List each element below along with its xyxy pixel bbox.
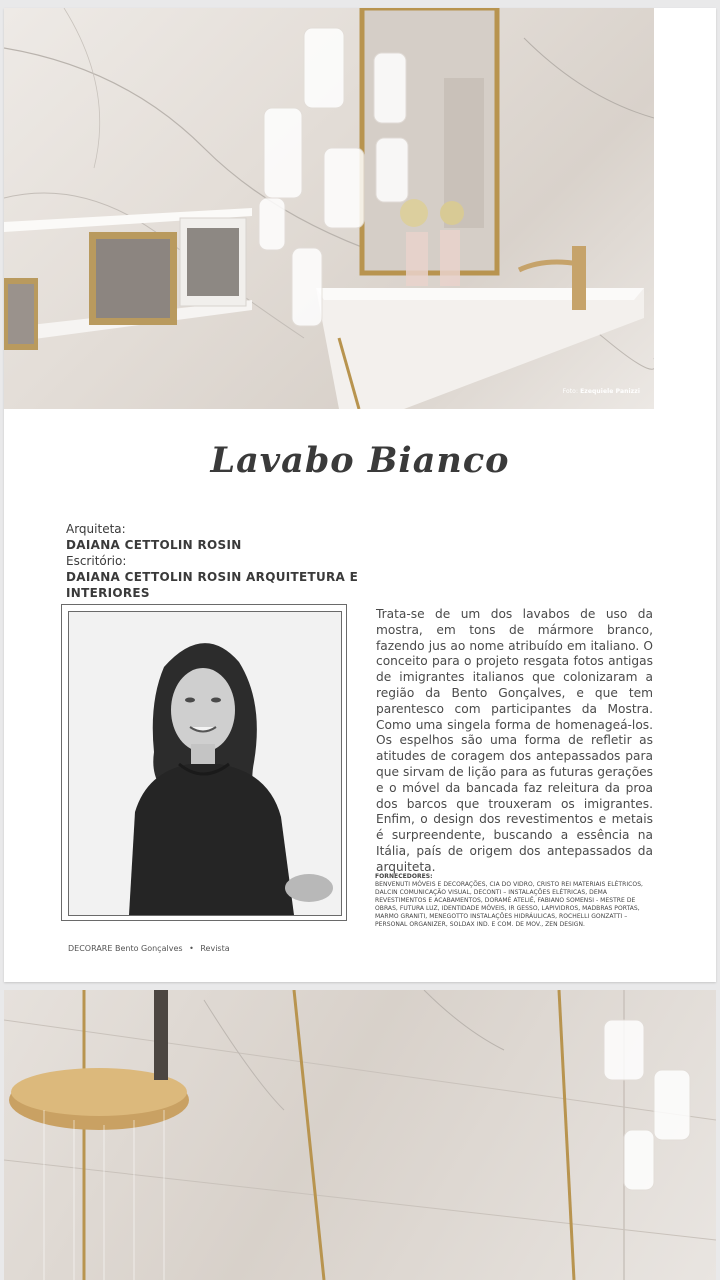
page-footer <box>68 944 230 953</box>
suppliers-list <box>375 873 657 929</box>
article-body: Trata-se de um dos lavabos de uso da mostra, em tons de mármore branco, fazendo jus ao nome atribuído em italiano. O conceito para o projeto resgata fotos antigas de imigrantes italianos que colonizaram a região da Bento Gonçalves, e que tem parentesco com participantes da Mostra. Como uma singela forma de homenageá-los. Os espelhos são uma forma de refletir as atitudes de coragem dos antepassados para que sirvam de lição para as futuras gerações e o móvel da bancada faz releitura da proa dos barcos que trouxeram os imigrantes. Enfim, o design dos revestimentos e metais é surpreendente, buscando a essência na Itália, país de origem dos antepassados da arquiteta. <box>376 607 653 874</box>
office-name: DAIANA CETTOLIN ROSIN ARQUITETURA E INTERIORES <box>66 570 359 600</box>
photo-credit-name: Ezequiele Panizzi <box>580 388 640 395</box>
architect-portrait <box>68 611 342 916</box>
footer-separator: • <box>189 944 194 953</box>
footer-magazine: DECORARE Bento Gonçalves <box>68 944 183 953</box>
project-credits <box>66 521 366 601</box>
architect-name: DAIANA CETTOLIN ROSIN <box>66 538 242 552</box>
photo-credit <box>563 388 640 395</box>
lavabo-hero-photo <box>4 8 654 409</box>
mirror-chandelier-illustration <box>4 990 716 1280</box>
article-title: Lavabo Bianco <box>210 440 510 481</box>
footer-section: Revista <box>200 944 230 953</box>
suppliers-text: BENVENUTI MÓVEIS E DECORAÇÕES, CIA DO VIDRO, CRISTO REI MATERIAIS ELÉTRICOS, DALCIN COMUNICAÇÃO VISUAL, DECONTI – INSTALAÇÕES ELÉTRICAS, DEMA REVESTIMENTOS E ACABAMENTOS, DORAMÉ ATELIÊ, FABIANO SOMENSI - MESTRE DE OBRAS, FUTURA LUZ, IDENTIDADE MÓVEIS, IR GESSO, LAPIVIDROS, MADBRAS PORTAS, MARMO GRANITI, MENEGOTTO INSTALAÇÕES HIDRÁULICAS, ROCHELLI GONZATTI – PERSONAL ORGANIZER, SOLDAX IND. E COM. DE MOV., ZEN DESIGN. <box>375 881 644 928</box>
photo-credit-label: Foto: <box>562 388 579 395</box>
marble-bathroom-illustration <box>4 8 654 409</box>
architect-portrait-illustration <box>69 612 341 915</box>
architect-portrait-frame <box>61 604 347 921</box>
magazine-page <box>4 8 716 982</box>
next-page-photo <box>4 990 716 1280</box>
architect-label: Arquiteta: <box>66 522 126 536</box>
office-label: Escritório: <box>66 554 127 568</box>
suppliers-label: FORNECEDORES: <box>375 873 433 880</box>
